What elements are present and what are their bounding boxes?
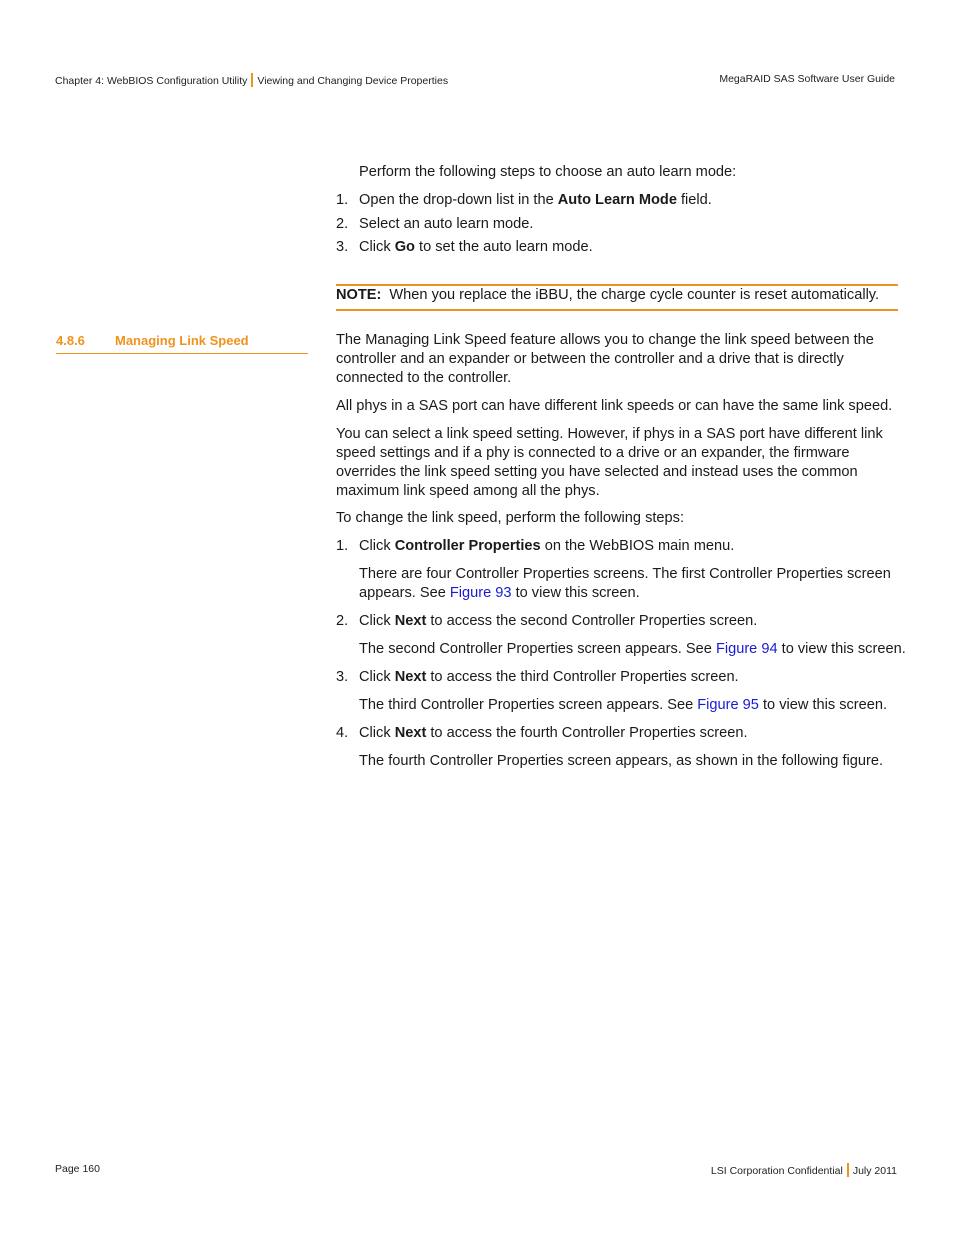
text-segment: The second Controller Properties screen appears. See <box>359 641 716 657</box>
step-number: 2. <box>336 216 349 232</box>
figure-95-link[interactable]: Figure 95 <box>697 697 759 713</box>
text-line: overrides the link speed setting you have selected and instead uses the common <box>336 464 858 480</box>
step-text: Open the drop-down list in the <box>359 192 558 208</box>
text-line: There are four Controller Properties screens. The first Controller Properties screen <box>359 566 891 582</box>
step-text: Click <box>359 613 395 629</box>
figure-94-link[interactable]: Figure 94 <box>715 641 778 657</box>
step-text: Click <box>359 239 395 255</box>
step-bold: Next <box>394 613 427 629</box>
step-text-end: field. <box>676 192 712 208</box>
link-speed-step-2-detail <box>359 640 919 659</box>
step-number: 1. <box>336 192 349 208</box>
header-chapter: Chapter 4: WebBIOS Configuration Utility <box>55 75 248 87</box>
section-title: Managing Link Speed <box>115 333 249 348</box>
auto-learn-step-1 <box>336 191 896 210</box>
running-header-right: MegaRAID SAS Software User Guide <box>719 73 895 85</box>
step-number: 2. <box>336 613 349 629</box>
header-divider <box>251 73 253 87</box>
footer-divider <box>847 1163 849 1177</box>
note-rule-bottom <box>336 309 898 311</box>
text-segment: The third Controller Properties screen appears. See <box>359 697 698 713</box>
link-speed-step-4 <box>336 724 906 743</box>
text-segment: appears. See <box>359 585 450 601</box>
step-text: Click <box>359 538 395 554</box>
paragraph-phys: All phys in a SAS port can have different link speeds or can have the same link speed. <box>336 398 893 414</box>
section-number: 4.8.6 <box>56 333 85 348</box>
footer-confidential: LSI Corporation Confidential <box>710 1165 843 1177</box>
link-speed-step-1 <box>336 537 906 556</box>
step-bold: Go <box>394 239 415 255</box>
step-text-end: to set the auto learn mode. <box>414 239 593 255</box>
paragraph-steps-intro: To change the link speed, perform the following steps: <box>336 510 685 526</box>
text-line: You can select a link speed setting. However, if phys in a SAS port have different link <box>336 426 883 442</box>
step-number: 3. <box>336 239 349 255</box>
step-bold: Next <box>394 725 427 741</box>
text-line: The Managing Link Speed feature allows you to change the link speed between the <box>336 332 874 348</box>
step-bold: Controller Properties <box>394 538 541 554</box>
text-segment: to view this screen. <box>758 697 888 713</box>
step-number: 1. <box>336 538 349 554</box>
link-speed-step-3 <box>336 668 906 687</box>
link-speed-step-3-detail <box>359 696 919 715</box>
text-line: maximum link speed among all the phys. <box>336 483 600 499</box>
running-footer-right <box>711 1163 897 1177</box>
footer-date: July 2011 <box>852 1165 897 1177</box>
text-line: controller and an expander or between the controller and a drive that is directly <box>336 351 844 367</box>
auto-learn-step-2 <box>336 215 896 234</box>
text-segment: to view this screen. <box>511 585 640 601</box>
text-line: speed settings and if a phy is connected to a drive or an expander, the firmware <box>336 445 850 461</box>
paragraph-link-speed-setting <box>336 425 883 501</box>
running-header-left <box>55 73 448 87</box>
step-bold: Auto Learn Mode <box>557 192 677 208</box>
step-text: Click <box>359 725 395 741</box>
link-speed-step-1-detail <box>359 565 909 603</box>
step-text-end: to access the third Controller Properties screen. <box>426 669 739 685</box>
note <box>336 286 898 305</box>
section-rule <box>56 353 308 354</box>
step-text-end: to access the second Controller Properties screen. <box>426 613 758 629</box>
paragraph-link-speed-intro <box>336 331 874 388</box>
figure-93-link[interactable]: Figure 93 <box>449 585 512 601</box>
step-number: 3. <box>336 669 349 685</box>
note-text: When you replace the iBBU, the charge cycle counter is reset automatically. <box>389 287 880 303</box>
step-text-end: to access the fourth Controller Properties screen. <box>426 725 748 741</box>
header-section: Viewing and Changing Device Properties <box>257 75 449 87</box>
text-line: connected to the controller. <box>336 370 512 386</box>
step-text-end: on the WebBIOS main menu. <box>540 538 735 554</box>
step-text: Select an auto learn mode. <box>359 216 534 232</box>
step-number: 4. <box>336 725 349 741</box>
step-bold: Next <box>394 669 427 685</box>
link-speed-step-4-detail: The fourth Controller Properties screen appears, as shown in the following figure. <box>359 753 884 769</box>
note-label: NOTE: <box>336 287 382 303</box>
auto-learn-step-3 <box>336 238 896 257</box>
page-number: Page 160 <box>55 1163 100 1175</box>
text-segment: to view this screen. <box>777 641 906 657</box>
intro-text: Perform the following steps to choose an auto learn mode: <box>359 164 737 180</box>
step-text: Click <box>359 669 395 685</box>
link-speed-step-2 <box>336 612 906 631</box>
